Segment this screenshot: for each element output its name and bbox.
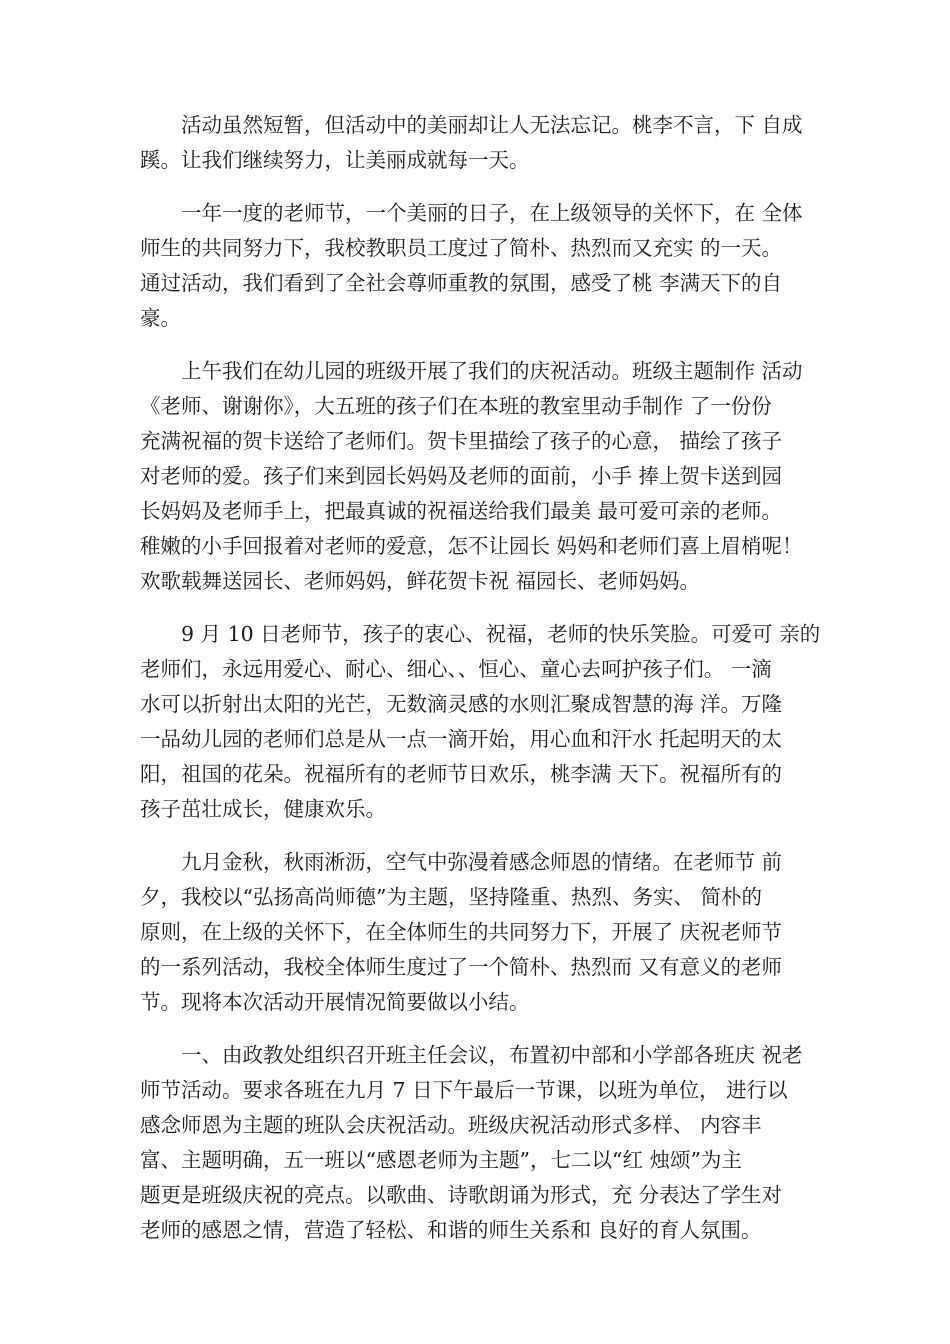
text-line: 一品幼儿园的老师们总是从一点一滴开始，用心血和汗水 托起明天的太	[140, 727, 783, 751]
text-line: 一年一度的老师节，一个美丽的日子，在上级领导的关怀下，在 全体	[181, 201, 803, 225]
text-line: 9 月 10 日老师节，孩子的衷心、祝福，老师的快乐笑脸。可爱可 亲的	[181, 622, 821, 646]
text-line: 欢歌载舞送园长、老师妈妈，鲜花贺卡祝 福园长、老师妈妈。	[140, 569, 701, 593]
paragraph-6	[140, 1038, 830, 1248]
text-line: 上午我们在幼儿园的班级开展了我们的庆祝活动。班级主题制作 活动	[181, 359, 803, 383]
text-line: 稚嫩的小手回报着对老师的爱意，怎不让园长 妈妈和老师们喜上眉梢呢！	[140, 534, 803, 558]
text-line: 阳，祖国的花朵。祝福所有的老师节日欢乐，桃李满 天下。祝福所有的	[140, 762, 783, 786]
text-line: 豪。	[140, 306, 181, 330]
paragraph-5	[140, 845, 830, 1020]
text-line: 题更是班级庆祝的亮点。以歌曲、诗歌朗诵为形式，充 分表达了学生对	[140, 1183, 783, 1207]
text-line: 《老师、谢谢你》，大五班的孩子们在本班的教室里动手制作 了一份份	[140, 394, 772, 418]
text-line: 水可以折射出太阳的光芒，无数滴灵感的水则汇聚成智慧的海 洋。万隆	[140, 692, 783, 716]
text-line: 一、由政教处组织召开班主任会议，布置初中部和小学部各班庆 祝老	[181, 1043, 803, 1067]
text-line: 感念师恩为主题的班队会庆祝活动。班级庆祝活动形式多样、 内容丰	[140, 1113, 762, 1137]
text-line: 孩子茁壮成长，健康欢乐。	[140, 797, 386, 821]
text-line: 充满祝福的贺卡送给了老师们。贺卡里描绘了孩子的心意， 描绘了孩子	[140, 429, 783, 453]
paragraph-2	[140, 196, 830, 336]
text-line: 的一系列活动，我校全体师生度过了一个简朴、热烈而 又有意义的老师	[140, 955, 783, 979]
paragraph-1	[140, 108, 830, 178]
text-line: 师生的共同努力下，我校教职员工度过了简朴、热烈而又充实 的一天。	[140, 236, 783, 260]
text-line: 师节活动。要求各班在九月 7 日下午最后一节课，以班为单位， 进行以	[140, 1078, 788, 1102]
text-line: 夕，我校以“弘扬高尚师德”为主题，坚持隆重、热烈、务实、 简朴的	[140, 885, 762, 909]
paragraph-3	[140, 354, 830, 599]
text-line: 富、主题明确，五一班以“感恩老师为主题”，七二以“红 烛颂”为主	[140, 1148, 742, 1172]
text-line: 对老师的爱。孩子们来到园长妈妈及老师的面前，小手 捧上贺卡送到园	[140, 464, 783, 488]
text-line: 原则，在上级的关怀下，在全体师生的共同努力下，开展了 庆祝老师节	[140, 920, 783, 944]
paragraph-4	[140, 617, 830, 827]
text-line: 长妈妈及老师手上，把最真诚的祝福送给我们最美 最可爱可亲的老师。	[140, 499, 783, 523]
text-line: 通过活动，我们看到了全社会尊师重教的氛围，感受了桃 李满天下的自	[140, 271, 783, 295]
text-line: 蹊。让我们继续努力，让美丽成就每一天。	[140, 148, 530, 172]
text-line: 活动虽然短暂，但活动中的美丽却让人无法忘记。桃李不言，下 自成	[181, 113, 803, 137]
text-line: 九月金秋，秋雨淅沥，空气中弥漫着感念师恩的情绪。在老师节 前	[181, 850, 783, 874]
text-line: 老师的感恩之情，营造了轻松、和谐的师生关系和 良好的育人氛围。	[140, 1218, 762, 1242]
document-body	[140, 108, 830, 1266]
text-line: 节。现将本次活动开展情况简要做以小结。	[140, 990, 530, 1014]
text-line: 老师们，永远用爱心、耐心、细心、、恒心、童心去呵护孩子们。 一滴	[140, 657, 772, 681]
